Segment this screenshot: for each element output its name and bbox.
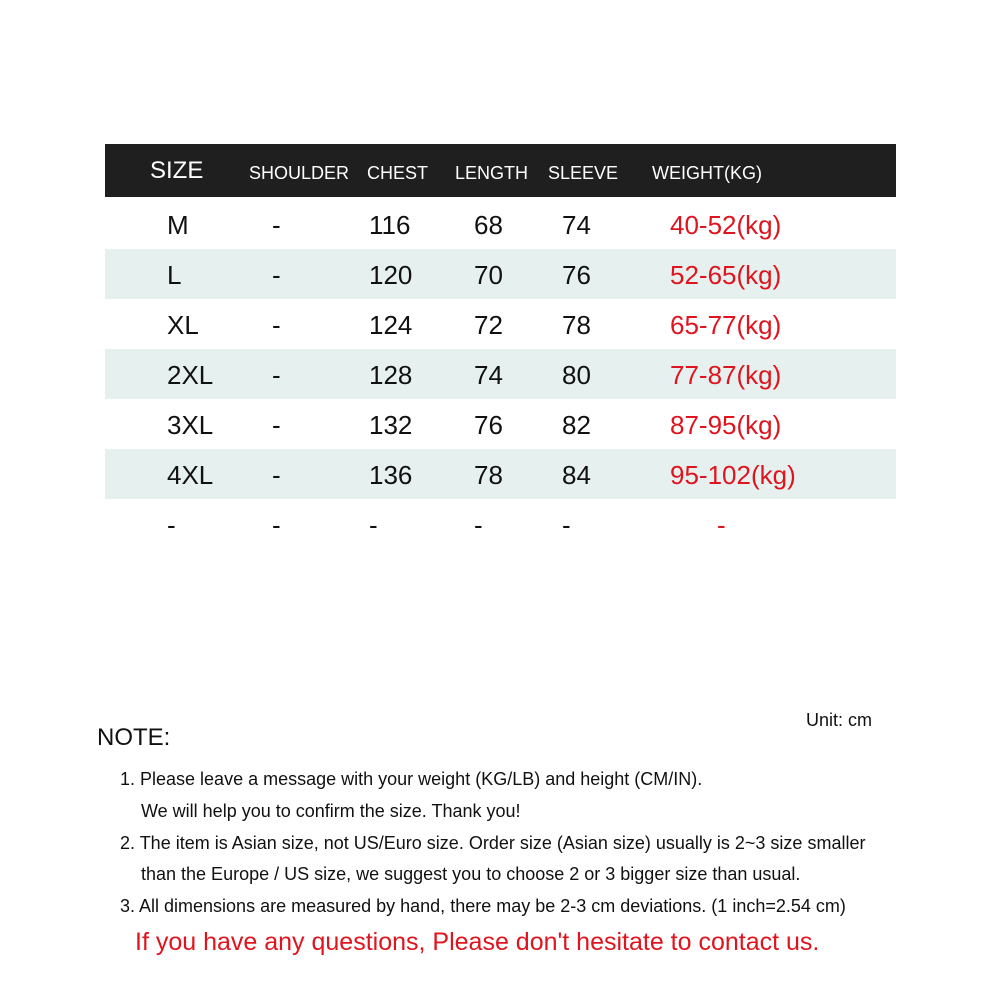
cell-shoulder: - — [272, 410, 281, 440]
cell-weight: 95-102(kg) — [670, 460, 796, 490]
cell-length: - — [474, 510, 483, 540]
cell-shoulder: - — [272, 360, 281, 390]
cell-chest: 120 — [369, 260, 413, 290]
note-title: NOTE: — [97, 724, 171, 751]
header-size: SIZE — [150, 157, 204, 184]
contact-message: If you have any questions, Please don't hesitate to contact us. — [135, 928, 820, 956]
note-line: 1. Please leave a message with your weight (KG/LB) and height (CM/IN). — [120, 769, 703, 789]
cell-chest: 128 — [369, 360, 413, 390]
cell-sleeve: 74 — [562, 210, 591, 240]
note-line: than the Europe / US size, we suggest you to choose 2 or 3 bigger size than usual. — [141, 864, 801, 884]
cell-sleeve: 84 — [562, 460, 591, 490]
cell-chest: - — [369, 510, 378, 540]
note-line: We will help you to confirm the size. Thank you! — [141, 801, 521, 821]
cell-weight: - — [717, 510, 726, 540]
cell-size: XL — [167, 310, 199, 340]
cell-sleeve: 80 — [562, 360, 591, 390]
cell-shoulder: - — [272, 510, 281, 540]
cell-length: 74 — [474, 360, 503, 390]
table-row — [105, 299, 896, 349]
cell-length: 68 — [474, 210, 503, 240]
cell-length: 76 — [474, 410, 503, 440]
table-row — [105, 449, 896, 499]
cell-size: - — [167, 510, 176, 540]
header-length: LENGTH — [455, 163, 529, 183]
cell-shoulder: - — [272, 310, 281, 340]
header-sleeve: SLEEVE — [548, 163, 619, 183]
table-row — [105, 499, 896, 549]
table-row — [105, 249, 896, 299]
table-row — [105, 349, 896, 399]
header-shoulder: SHOULDER — [249, 163, 350, 183]
cell-size: 3XL — [167, 410, 214, 440]
cell-weight: 65-77(kg) — [670, 310, 782, 340]
cell-weight: 40-52(kg) — [670, 210, 782, 240]
table-row — [105, 199, 896, 249]
cell-weight: 87-95(kg) — [670, 410, 782, 440]
cell-sleeve: 78 — [562, 310, 591, 340]
cell-size: 4XL — [167, 460, 214, 490]
cell-weight: 52-65(kg) — [670, 260, 782, 290]
cell-size: L — [167, 260, 182, 290]
note-line: 2. The item is Asian size, not US/Euro size. Order size (Asian size) usually is 2~3 size smaller — [120, 833, 866, 853]
table-row — [105, 399, 896, 449]
cell-chest: 136 — [369, 460, 413, 490]
cell-length: 78 — [474, 460, 503, 490]
header-weight: WEIGHT(KG) — [652, 163, 762, 183]
cell-shoulder: - — [272, 460, 281, 490]
cell-sleeve: - — [562, 510, 571, 540]
cell-length: 70 — [474, 260, 503, 290]
cell-weight: 77-87(kg) — [670, 360, 782, 390]
cell-chest: 116 — [369, 210, 411, 240]
note-line: 3. All dimensions are measured by hand, there may be 2-3 cm deviations. (1 inch=2.54 cm) — [120, 896, 846, 916]
header-chest: CHEST — [367, 163, 429, 183]
cell-shoulder: - — [272, 260, 281, 290]
unit-label: Unit: cm — [806, 710, 873, 730]
cell-sleeve: 82 — [562, 410, 591, 440]
table-header-row — [105, 144, 896, 197]
cell-size: M — [167, 210, 189, 240]
cell-shoulder: - — [272, 210, 281, 240]
cell-chest: 124 — [369, 310, 413, 340]
cell-size: 2XL — [167, 360, 214, 390]
cell-chest: 132 — [369, 410, 413, 440]
cell-length: 72 — [474, 310, 503, 340]
cell-sleeve: 76 — [562, 260, 591, 290]
